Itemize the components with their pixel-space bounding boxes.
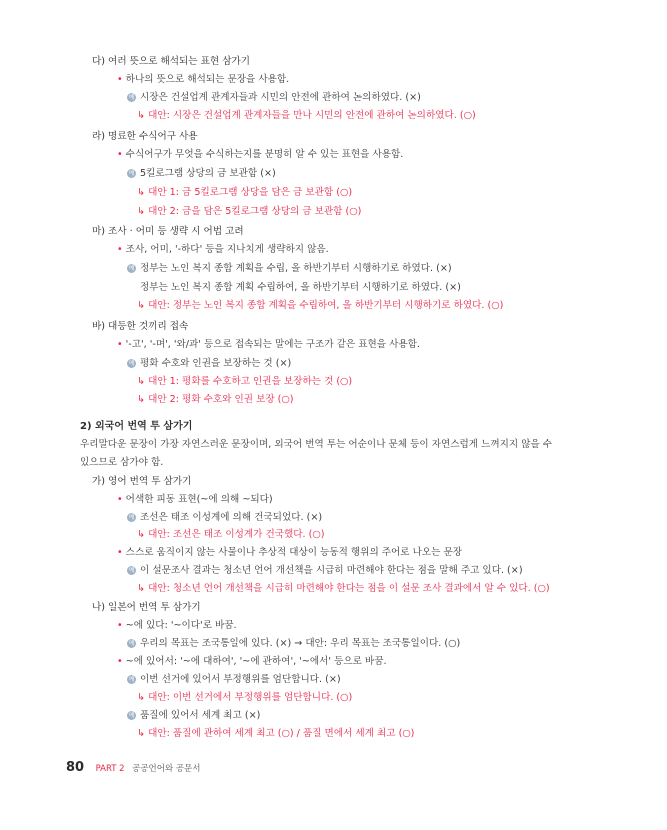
section-heading: 바) 대등한 것끼리 접속 [92,321,189,332]
example-icon: 예 [128,94,135,101]
alternative-line: ↳ 대안 1: 금 5킬로그램 상당을 담은 금 보관함 (○) [137,187,353,198]
subsection-heading: 2) 외국어 번역 투 삼가기 [80,421,193,432]
example-icon: 예 [128,676,135,683]
part-label: PART 2 [95,764,125,774]
section-heading: 다) 여러 뜻으로 해석되는 표현 삼가기 [92,56,251,67]
section-heading: 마) 조사 · 어미 등 생략 시 어법 고려 [92,226,244,237]
bullet-item: • '-고', '-며', '와/과' 등으로 접속되는 말에는 구조가 같은 표현을 사용함. [117,339,420,350]
bullet-item: • 하나의 뜻으로 해석되는 문장을 사용함. [117,74,290,85]
example-line: 예 시장은 건설업계 관계자들과 시민의 안전에 관하여 논의하였다. (×) [128,92,421,103]
example-icon: 예 [128,170,135,177]
page-number: 80 [66,760,85,775]
bullet-item: • ~에 있어서: '~에 대하여', '~에 관하여', '~에서' 등으로 바꿈. [117,656,387,667]
paragraph-line: 우리말다운 문장이 가장 자연스러운 문장이며, 외국어 번역 투는 어순이나 문체 등이 자연스럽게 느껴지지 않을 수 [80,439,553,450]
bullet-item: • 수식어구가 무엇을 수식하는지를 분명히 알 수 있는 표현을 사용함. [117,149,404,160]
example-icon: 예 [128,360,135,367]
example-icon: 예 [128,712,135,719]
alternative-line: ↳ 대안 1: 평화를 수호하고 인권을 보장하는 것 (○) [137,376,353,387]
section-heading: 라) 명료한 수식어구 사용 [92,131,198,142]
section-heading: 나) 일본어 번역 투 삼가기 [92,602,201,613]
bullet-item: • 어색한 피동 표현(~에 의해 ~되다) [117,494,273,505]
example-line: 예 조선은 태조 이성계에 의해 건국되었다. (×) [128,512,323,523]
alternative-line: ↳ 대안: 이번 선거에서 부정행위를 엄단합니다. (○) [137,692,353,703]
bullet-item: • 조사, 어미, '-하다' 등을 지나치게 생략하지 않음. [117,244,329,255]
example-line: 정부는 노인 복지 종합 계획 수립하여, 올 하반기부터 시행하기로 하였다. (×) [140,282,461,293]
example-icon: 예 [128,640,135,647]
paragraph-line: 있으므로 삼가야 함. [80,457,164,468]
example-icon: 예 [128,265,135,272]
alternative-line: ↳ 대안: 시장은 건설업계 관계자들을 만나 시민의 안전에 관하여 논의하였다. (○) [137,110,476,121]
alternative-line: ↳ 대안 2: 금을 담은 5킬로그램 상당의 금 보관함 (○) [137,206,362,217]
page-footer [66,761,200,776]
example-line: 예 평화 수호와 인권을 보장하는 것 (×) [128,358,292,369]
example-icon: 예 [128,514,135,521]
section-heading: 가) 영어 번역 투 삼가기 [92,476,192,487]
alternative-line: ↳ 대안: 청소년 언어 개선책을 시급히 마련해야 한다는 점을 이 설문 조사 결과에서 알 수 있다. (○) [137,583,550,594]
example-icon: 예 [128,567,135,574]
example-line: 예 우리의 목표는 조국통일에 있다. (×) → 대안: 우리 목표는 조국통일이다. (○) [128,638,461,649]
chapter-title: 공공언어와 공문서 [132,764,201,774]
example-line: 예 정부는 노인 복지 종합 계획을 수립, 올 하반기부터 시행하기로 하였다. (×) [128,263,452,274]
example-line: 예 이번 선거에 있어서 부정행위를 엄단합니다. (×) [128,674,341,685]
example-line: 예 품질에 있어서 세계 최고 (×) [128,710,261,721]
alternative-line: ↳ 대안: 정부는 노인 복지 종합 계획을 수립하여, 올 하반기부터 시행하기로 하였다. (○) [137,300,504,311]
bullet-item: • ~에 있다: '~이다'로 바꿈. [117,620,237,631]
bullet-item: • 스스로 움직이지 않는 사물이나 추상적 대상이 능동적 행위의 주어로 나오는 문장 [117,547,462,558]
example-line: 예 이 설문조사 결과는 청소년 언어 개선책을 시급히 마련해야 한다는 점을 말해 주고 있다. (×) [128,565,523,576]
alternative-line: ↳ 대안: 품질에 관하여 세계 최고 (○) / 품질 면에서 세계 최고 (○) [137,728,415,739]
example-line: 예 5킬로그램 상당의 금 보관함 (×) [128,168,276,179]
alternative-line: ↳ 대안 2: 평화 수호와 인권 보장 (○) [137,394,294,405]
alternative-line: ↳ 대안: 조선은 태조 이성계가 건국했다. (○) [137,529,325,540]
